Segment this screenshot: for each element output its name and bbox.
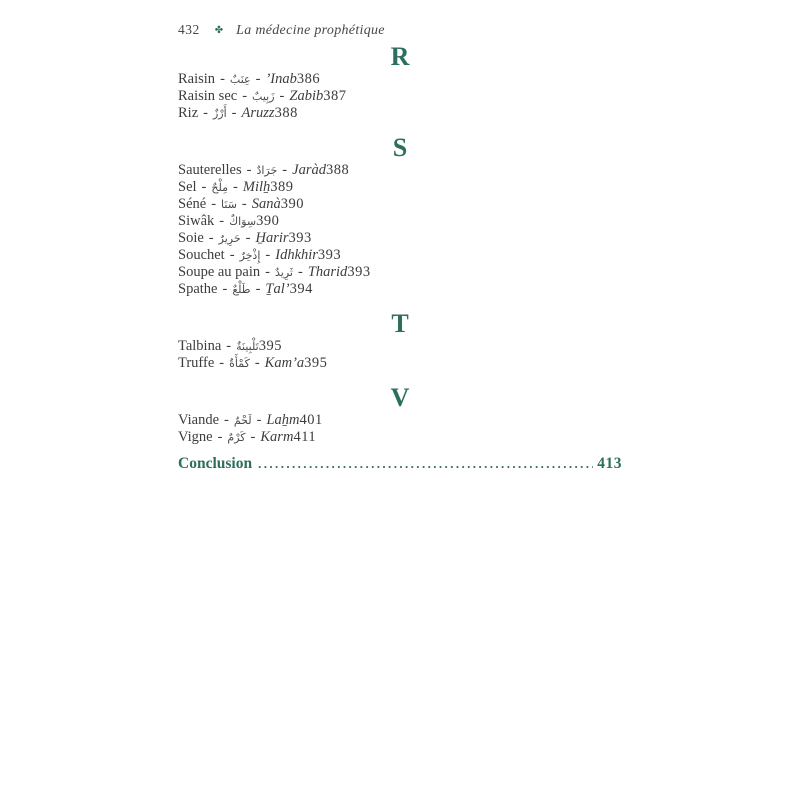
entry-separator: -: [241, 196, 247, 212]
entry-page-number: 389: [270, 179, 294, 195]
entry-term: Talbina: [178, 338, 222, 354]
entry-separator: -: [203, 105, 208, 121]
entry-separator: -: [245, 230, 251, 246]
header-page-number: 432: [178, 22, 200, 37]
entry-transliteration: Jaràd: [292, 162, 326, 178]
fleuron-icon: ✤: [214, 25, 224, 36]
entry-page-number: 393: [317, 247, 342, 263]
dot-leader: [258, 455, 593, 469]
entry-page-number: 387: [323, 88, 347, 104]
toc-entry: [178, 105, 622, 122]
section-letter-v: V: [390, 383, 410, 412]
toc-entry: [178, 355, 622, 372]
entry-separator: -: [256, 412, 262, 428]
entry-separator: -: [217, 429, 223, 445]
entry-term: Siwâk: [178, 213, 215, 229]
entry-separator: -: [282, 162, 288, 178]
entry-page-number: 388: [274, 105, 298, 121]
entry-term: Souchet: [178, 247, 225, 263]
entry-page-number: 411: [293, 429, 317, 445]
conclusion-row: [178, 455, 622, 473]
entry-arabic: طَلْعٌ: [232, 283, 251, 296]
entry-separator: -: [265, 264, 270, 280]
toc-entry: [178, 247, 622, 264]
toc-content: [178, 0, 622, 473]
entry-arabic: عِنَبٌ: [229, 73, 251, 86]
entry-term: Soie: [178, 230, 204, 246]
entry-term: Séné: [178, 196, 207, 212]
entry-separator: -: [297, 264, 303, 280]
entry-separator: -: [255, 71, 261, 87]
entry-term: Sel: [178, 179, 197, 195]
entry-separator: -: [265, 247, 271, 263]
toc-entry: [178, 412, 622, 429]
entry-page-number: 393: [347, 264, 371, 280]
toc-entry: [178, 196, 622, 213]
toc-entry: [178, 230, 622, 247]
entry-transliteration: Idhkhir: [275, 247, 318, 263]
section-letter-s: S: [392, 133, 408, 162]
entry-separator: -: [224, 412, 229, 428]
entry-transliteration: ’Inab: [265, 71, 297, 87]
entry-separator: -: [208, 230, 214, 246]
entry-arabic: إِذْخِرٌ: [239, 249, 261, 262]
entry-arabic: كَمْأَةٌ: [229, 357, 250, 370]
entry-separator: -: [219, 355, 225, 371]
entry-arabic: كَرْمٌ: [227, 431, 246, 444]
page-header: [178, 22, 622, 40]
entry-transliteration: Aruzz: [241, 105, 275, 121]
entry-term: Vigne: [178, 429, 213, 445]
entry-transliteration: Zabib: [289, 88, 324, 104]
entry-page-number: 386: [296, 71, 321, 87]
entry-page-number: 390: [256, 213, 280, 229]
entry-transliteration: H̱arir: [255, 230, 289, 246]
entry-page-number: 393: [288, 230, 312, 246]
entry-arabic: ثَرِيدٌ: [275, 266, 293, 279]
entry-page-number: 388: [325, 162, 350, 178]
entry-arabic: مِلْحٌ: [211, 181, 229, 194]
entry-arabic: جَرَادٌ: [256, 164, 278, 177]
entry-separator: -: [254, 355, 260, 371]
entry-page-number: 395: [258, 338, 282, 354]
entry-arabic: سَنَا: [221, 198, 237, 211]
entry-transliteration: Ṯal’: [265, 281, 290, 297]
entry-transliteration: Laẖm: [266, 412, 300, 428]
toc-entry: [178, 264, 622, 281]
entry-transliteration: Tharid: [307, 264, 348, 280]
toc-entry: [178, 338, 622, 355]
entry-separator: -: [255, 281, 261, 297]
entry-term: Soupe au pain: [178, 264, 261, 280]
entry-term: Sauterelles: [178, 162, 242, 178]
entry-term: Truffe: [178, 355, 215, 371]
entry-term: Raisin: [178, 71, 216, 87]
toc-entry: [178, 71, 622, 88]
entry-separator: -: [211, 196, 217, 212]
entry-arabic: تَلْبِينَةٌ: [236, 340, 259, 353]
entry-separator: -: [220, 71, 225, 87]
section-letter-r: R: [390, 42, 410, 71]
entry-term: Viande: [178, 412, 220, 428]
entry-term: Raisin sec: [178, 88, 238, 104]
book-title: La médecine prophétique: [236, 23, 385, 38]
entry-arabic: لَحْمٌ: [233, 414, 252, 427]
entry-separator: -: [250, 429, 256, 445]
entry-page-number: 394: [289, 281, 313, 297]
entry-separator: -: [222, 281, 228, 297]
entry-separator: -: [201, 179, 207, 195]
conclusion-page-number: 413: [597, 455, 622, 472]
entry-separator: -: [279, 88, 285, 104]
toc-entry: [178, 179, 622, 196]
entry-transliteration: Karm: [260, 429, 294, 445]
entry-transliteration: Sanà: [251, 196, 281, 212]
entry-arabic: حَرِيرٌ: [218, 232, 241, 245]
toc-entry: [178, 88, 622, 105]
entry-separator: -: [233, 179, 238, 195]
entry-separator: -: [242, 88, 248, 104]
toc-entry: [178, 281, 622, 298]
entry-arabic: زَبِيبٌ: [252, 90, 275, 103]
entry-page-number: 395: [304, 355, 328, 371]
section-letter-t: T: [391, 309, 409, 338]
toc-entry: [178, 162, 622, 179]
entry-separator: -: [229, 247, 235, 263]
entry-term: Riz: [178, 105, 199, 121]
entry-separator: -: [226, 338, 232, 354]
entry-arabic: أَرْزٌ: [212, 107, 227, 120]
entry-separator: -: [231, 105, 237, 121]
toc-entry: [178, 213, 622, 230]
conclusion-label: Conclusion: [178, 455, 253, 472]
entry-page-number: 390: [280, 196, 305, 212]
entry-arabic: سِوَاكٌ: [229, 215, 257, 228]
entry-transliteration: Milẖ: [242, 179, 271, 195]
entry-separator: -: [219, 213, 225, 229]
entry-transliteration: Kam’a: [264, 355, 305, 371]
toc-entry: [178, 429, 622, 446]
entry-term: Spathe: [178, 281, 218, 297]
entry-separator: -: [246, 162, 252, 178]
entry-page-number: 401: [299, 412, 323, 428]
